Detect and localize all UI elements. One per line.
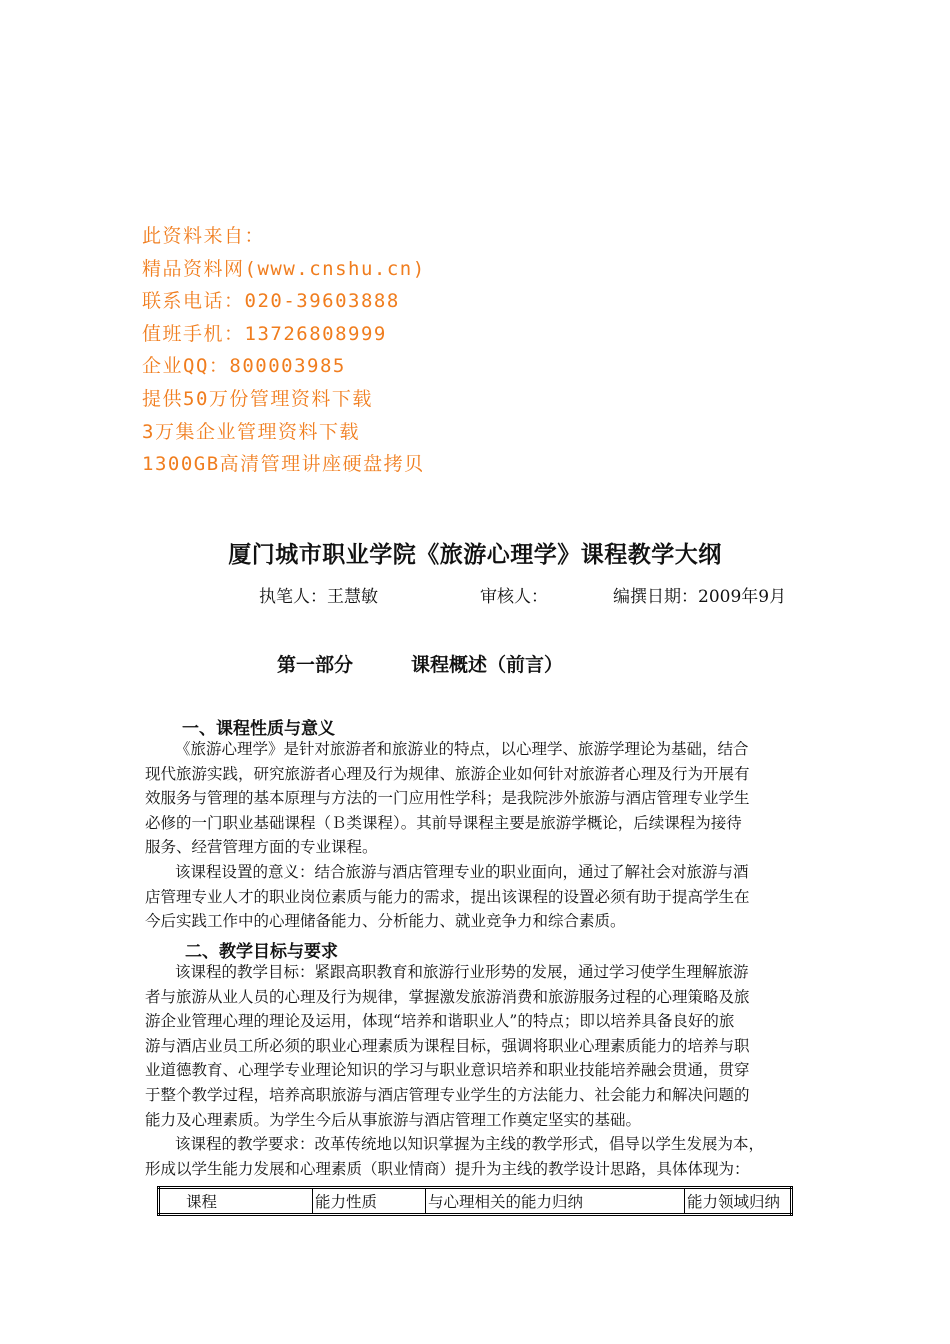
text-line: 店管理专业人才的职业岗位素质与能力的需求，提出该课程的设置必须有助于提高学生在 (145, 887, 750, 906)
table-header-row (159, 1188, 792, 1215)
paragraph (145, 737, 805, 860)
text-line: 该课程的教学要求：改革传统地以知识掌握为主线的教学形式，倡导以学生发展为本， (175, 1135, 765, 1153)
text-line: 游企业管理心理的理论及运用，体现“培养和谐职业人”的特点；即以培养具备良好的旅 (145, 1012, 735, 1031)
promo-line: 此资料来自： (142, 225, 266, 247)
promo-block (142, 220, 426, 481)
promo-line: 值班手机：13726808999 (142, 322, 387, 345)
promo-line: 1300GB高清管理讲座硬盘拷贝 (142, 453, 425, 476)
paragraph (145, 1132, 805, 1181)
text-line: 必修的一门职业基础课程（Ｂ类课程）。其前导课程主要是旅游学概论，后续课程为接待 (145, 813, 742, 832)
text-line: 业道德教育、心理学专业理论知识的学习与职业意识培养和职业技能培养融会贯通，贯穿 (145, 1061, 750, 1080)
text-line: 形成以学生能力发展和心理素质（职业情商）提升为主线的教学设计思路，具体体现为： (145, 1159, 750, 1178)
table-header-cell: 能力领域归纳 (685, 1188, 792, 1215)
promo-line: 3万集企业管理资料下载 (142, 420, 360, 443)
promo-line: 精品资料网(www.cnshu.cn) (142, 257, 426, 280)
text-line: 效服务与管理的基本原理与方法的一门应用性学科；是我院涉外旅游与酒店管理专业学生 (145, 789, 750, 808)
reviewer-field: 审核人： (480, 587, 548, 607)
table-header-cell: 与心理相关的能力归纳 (426, 1188, 685, 1215)
paragraph (145, 860, 805, 934)
text-line: 于整个教学过程，培养高职旅游与酒店管理专业学生的方法能力、社会能力和解决问题的 (145, 1085, 750, 1104)
text-line: 《旅游心理学》是针对旅游者和旅游业的特点，以心理学、旅游学理论为基础，结合 (175, 740, 749, 758)
table-header-cell: 课程 (159, 1188, 313, 1215)
author-field: 执笔人：王慧敏 (259, 587, 378, 607)
paragraph (145, 960, 805, 1132)
text-line: 该课程的教学目标：紧跟高职教育和旅游行业形势的发展，通过学习使学生理解旅游 (175, 963, 749, 981)
section-heading: 二、教学目标与要求 (185, 942, 338, 962)
table-header-cell: 能力性质 (313, 1188, 426, 1215)
text-line: 该课程设置的意义：结合旅游与酒店管理专业的职业面向，通过了解社会对旅游与酒 (175, 863, 749, 881)
ability-table (157, 1186, 793, 1216)
part-name: 课程概述（前言） (411, 654, 564, 676)
text-line: 能力及心理素质。为学生今后从事旅游与酒店管理工作奠定坚实的基础。 (145, 1110, 642, 1129)
document-title: 厦门城市职业学院《旅游心理学》课程教学大纲 (228, 541, 722, 568)
text-line: 服务、经营管理方面的专业课程。 (145, 838, 378, 857)
text-line: 现代旅游实践，研究旅游者心理及行为规律、旅游企业如何针对旅游者心理及行为开展有 (145, 764, 750, 783)
promo-line: 联系电话：020-39603888 (142, 290, 400, 313)
text-line: 者与旅游从业人员的心理及行为规律，掌握激发旅游消费和旅游服务过程的心理策略及旅 (145, 987, 750, 1006)
promo-line: 提供50万份管理资料下载 (142, 387, 373, 410)
promo-line: 企业QQ：800003985 (142, 355, 346, 378)
text-line: 游与酒店业员工所必须的职业心理素质为课程目标，强调将职业心理素质能力的培养与职 (145, 1036, 750, 1055)
date-field: 编撰日期：2009年9月 (613, 587, 787, 607)
section-heading: 一、课程性质与意义 (182, 719, 335, 739)
text-line: 今后实践工作中的心理储备能力、分析能力、就业竞争力和综合素质。 (145, 912, 626, 931)
part-label: 第一部分 (277, 654, 354, 676)
